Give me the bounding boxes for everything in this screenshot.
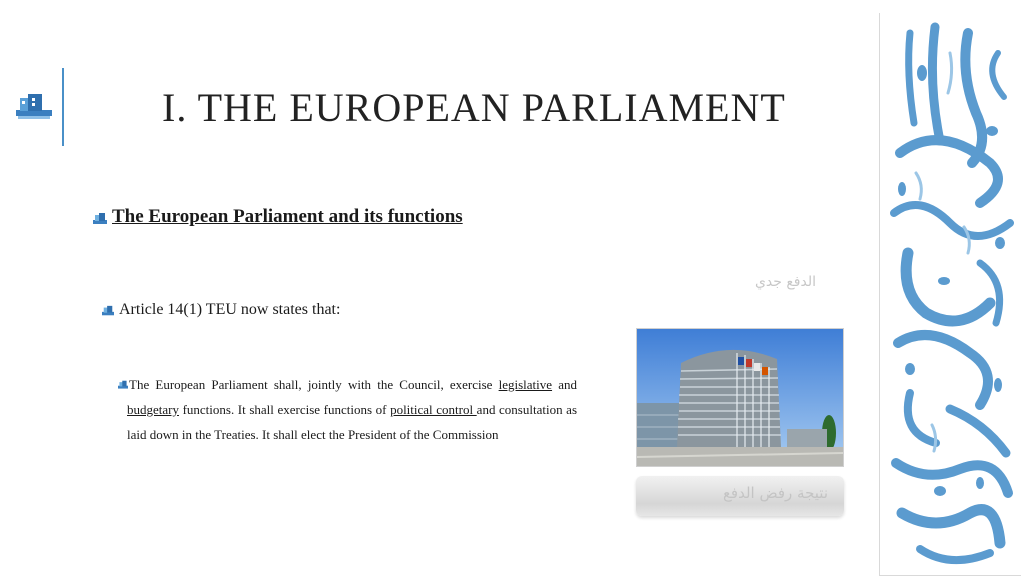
budgetary-link[interactable]: budgetary (127, 402, 179, 417)
political-control-link[interactable]: political control (390, 402, 477, 417)
arabic-label: الدفع جدي (754, 274, 816, 290)
quote-text: The European Parliament shall, jointly with the Council, exercise (129, 377, 499, 392)
calligraphy-panel (879, 13, 1021, 576)
parliament-photo (636, 328, 844, 467)
building-bullet-icon (101, 305, 115, 317)
article-line: Article 14(1) TEU now states that: (119, 301, 341, 318)
photo-caption: نتيجة رفض الدفع (722, 484, 828, 502)
section-subtitle: The European Parliament and its functions (112, 206, 463, 227)
photo-caption-bar (636, 476, 844, 516)
quote-text: functions. It shall exercise functions of (178, 402, 391, 417)
building-bullet-icon (117, 380, 129, 390)
building-logo-icon (14, 92, 54, 124)
quote-paragraph (127, 372, 577, 447)
quote-text: and (552, 377, 577, 392)
legislative-link[interactable]: legislative (498, 377, 553, 392)
title-divider (62, 68, 64, 146)
calligraphy-decoration (880, 13, 1021, 574)
quote-text: and consultation as laid down in the Treaties. It shall elect the President of the Commission (127, 402, 578, 442)
building-bullet-icon (92, 212, 108, 226)
slide-title: I. THE EUROPEAN PARLIAMENT (162, 85, 786, 130)
parliament-building-image (637, 329, 843, 466)
